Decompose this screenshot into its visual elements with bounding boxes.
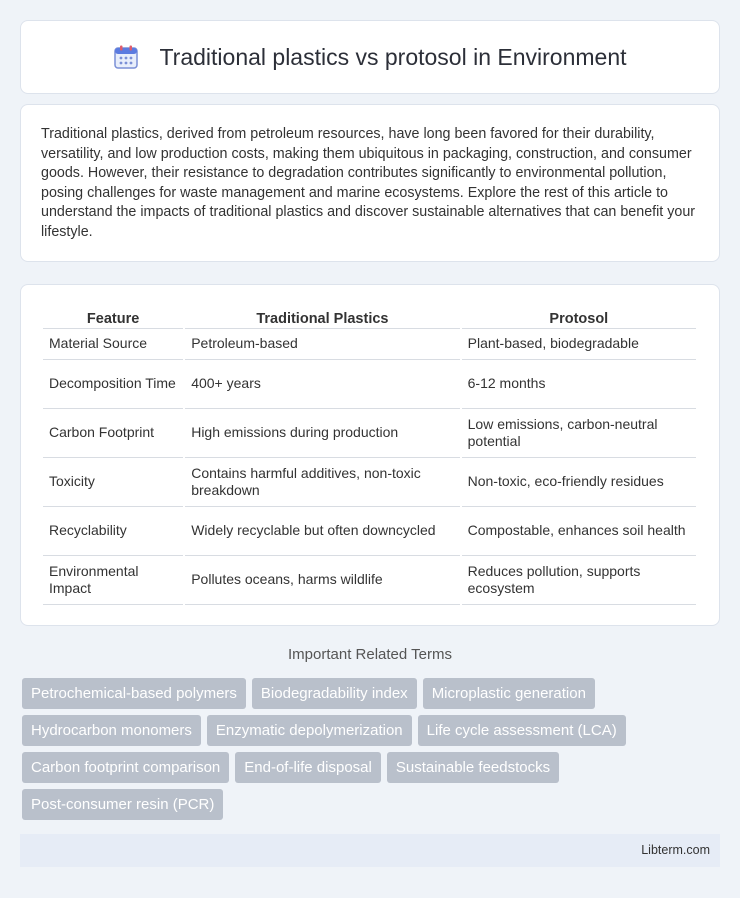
table-row — [43, 556, 696, 605]
table-header-row — [43, 305, 696, 329]
table-cell: 6-12 months — [462, 360, 696, 409]
tag-row — [22, 789, 722, 820]
table-cell: Petroleum-based — [185, 329, 459, 360]
tag-microplastic-generation[interactable]: Microplastic generation — [423, 678, 595, 709]
table-cell: Contains harmful additives, non-toxic breakdown — [185, 458, 459, 507]
table-cell: Low emissions, carbon-neutral potential — [462, 409, 696, 458]
tag-post-consumer-resin[interactable]: Post-consumer resin (PCR) — [22, 789, 223, 820]
table-cell: Material Source — [43, 329, 183, 360]
tag-row — [22, 715, 722, 746]
table-cell: Widely recyclable but often downcycled — [185, 507, 459, 556]
table-row — [43, 507, 696, 556]
related-terms-list — [22, 678, 722, 826]
comparison-card — [20, 284, 720, 626]
table-row — [43, 458, 696, 507]
table-cell: High emissions during production — [185, 409, 459, 458]
header-traditional-plastics: Traditional Plastics — [185, 305, 459, 329]
table-cell: Non-toxic, eco-friendly residues — [462, 458, 696, 507]
footer-brand-link[interactable]: Libterm.com — [641, 843, 710, 857]
table-cell: Plant-based, biodegradable — [462, 329, 696, 360]
tag-row — [22, 752, 722, 783]
tag-row — [22, 678, 722, 709]
table-cell: Toxicity — [43, 458, 183, 507]
calendar-icon — [113, 44, 139, 70]
table-cell: 400+ years — [185, 360, 459, 409]
table-cell: Environmental Impact — [43, 556, 183, 605]
table-cell: Pollutes oceans, harms wildlife — [185, 556, 459, 605]
tag-enzymatic-depolymerization[interactable]: Enzymatic depolymerization — [207, 715, 412, 746]
tag-biodegradability-index[interactable]: Biodegradability index — [252, 678, 417, 709]
table-row — [43, 329, 696, 360]
intro-paragraph: Traditional plastics, derived from petroleum resources, have long been favored for their durability, versatility, and low production costs, making them ubiquitous in packaging, construction, and consumer goods. However, their resistance to degradation contributes significantly to environmental pollution, posing challenges for waste management and marine ecosystems. Explore the rest of this article to understand the impacts of traditional plastics and discover sustainable alternatives that can benefit your lifestyle. — [41, 126, 696, 240]
table-row — [43, 360, 696, 409]
related-terms-heading: Important Related Terms — [288, 646, 452, 663]
title-card — [20, 20, 720, 94]
table-cell: Compostable, enhances soil health — [462, 507, 696, 556]
table-cell: Decomposition Time — [43, 360, 183, 409]
table-cell: Carbon Footprint — [43, 409, 183, 458]
tag-end-of-life-disposal[interactable]: End-of-life disposal — [235, 752, 381, 783]
header-protosol: Protosol — [462, 305, 696, 329]
tag-sustainable-feedstocks[interactable]: Sustainable feedstocks — [387, 752, 559, 783]
table-cell: Reduces pollution, supports ecosystem — [462, 556, 696, 605]
footer — [20, 834, 720, 867]
tag-hydrocarbon-monomers[interactable]: Hydrocarbon monomers — [22, 715, 201, 746]
table-row — [43, 409, 696, 458]
tag-petrochemical-based-polymers[interactable]: Petrochemical-based polymers — [22, 678, 246, 709]
table-cell: Recyclability — [43, 507, 183, 556]
page-title: Traditional plastics vs protosol in Environment — [159, 43, 627, 70]
tag-life-cycle-assessment[interactable]: Life cycle assessment (LCA) — [418, 715, 626, 746]
header-feature: Feature — [43, 305, 183, 329]
tag-carbon-footprint-comparison[interactable]: Carbon footprint comparison — [22, 752, 229, 783]
comparison-table — [41, 305, 698, 605]
intro-card — [20, 104, 720, 262]
